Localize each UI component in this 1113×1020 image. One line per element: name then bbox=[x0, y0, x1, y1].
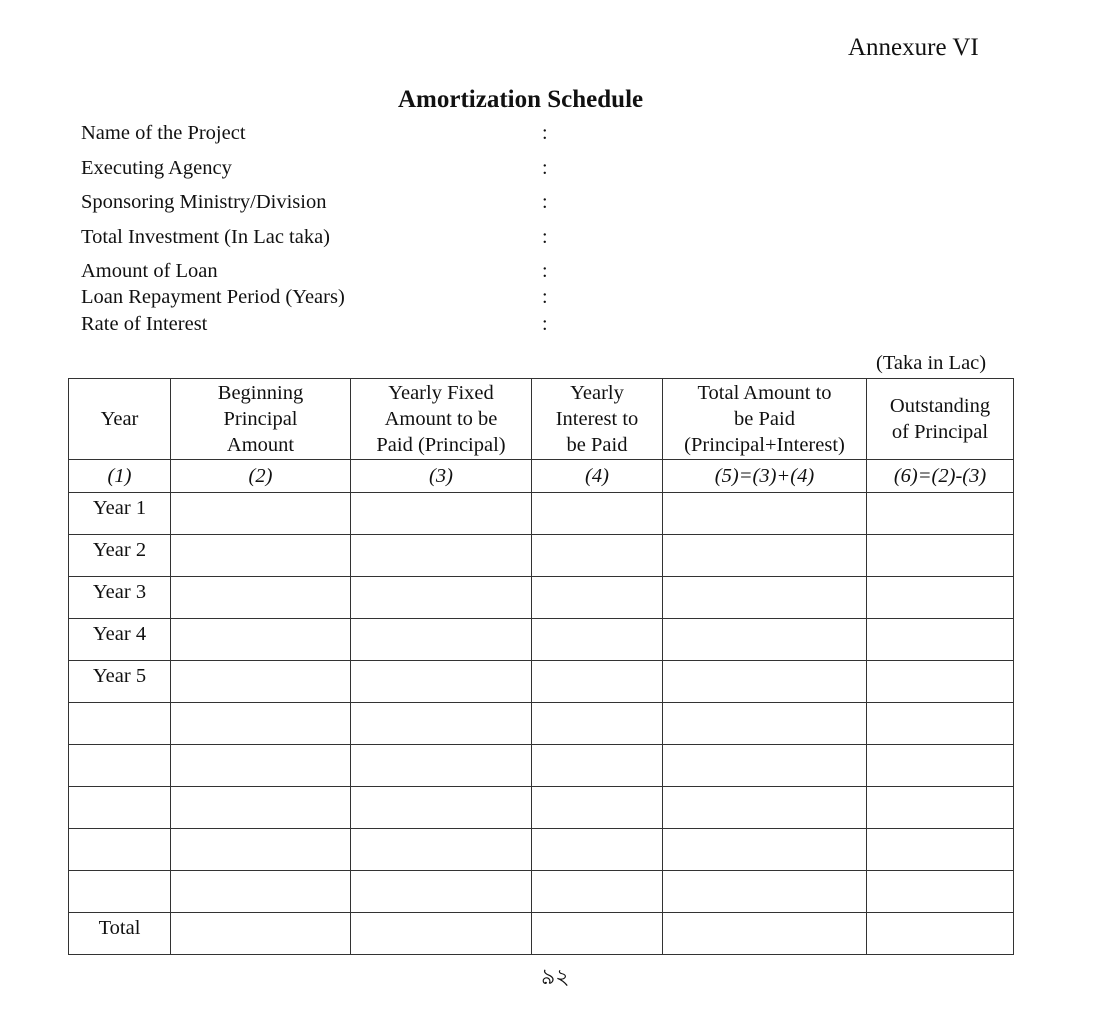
value-cell bbox=[351, 535, 532, 577]
value-cell bbox=[351, 619, 532, 661]
info-colon: : bbox=[542, 286, 548, 308]
value-cell bbox=[351, 829, 532, 871]
value-cell bbox=[532, 871, 663, 913]
value-cell bbox=[867, 745, 1014, 787]
info-colon: : bbox=[542, 122, 548, 144]
value-cell bbox=[867, 535, 1014, 577]
value-cell bbox=[351, 913, 532, 955]
info-colon: : bbox=[542, 191, 548, 213]
value-cell bbox=[351, 703, 532, 745]
unit-note: (Taka in Lac) bbox=[876, 352, 987, 374]
value-cell bbox=[663, 535, 867, 577]
table-row bbox=[69, 745, 1014, 787]
value-cell bbox=[663, 493, 867, 535]
header-line: Year bbox=[100, 408, 139, 430]
header-line: Amount to be bbox=[384, 408, 498, 430]
column-header-year bbox=[69, 379, 171, 460]
year-cell: Year 3 bbox=[69, 577, 171, 619]
header-line: of Principal bbox=[891, 421, 989, 443]
column-number: (1) bbox=[69, 460, 171, 493]
column-header-outstanding-principal bbox=[867, 379, 1014, 460]
total-label: Total bbox=[69, 913, 171, 955]
table-body bbox=[69, 493, 1014, 955]
value-cell bbox=[532, 661, 663, 703]
header-line: Yearly bbox=[570, 382, 624, 404]
table-row bbox=[69, 703, 1014, 745]
column-number: (6)=(2)-(3) bbox=[867, 460, 1014, 493]
header-line: Total Amount to bbox=[697, 382, 832, 404]
column-number: (4) bbox=[532, 460, 663, 493]
column-header-yearly-fixed-amount bbox=[351, 379, 532, 460]
header-line: be Paid bbox=[566, 434, 628, 456]
value-cell bbox=[867, 661, 1014, 703]
year-cell: Year 5 bbox=[69, 661, 171, 703]
header-line: Paid (Principal) bbox=[376, 434, 506, 456]
header-line: Yearly Fixed bbox=[388, 382, 494, 404]
info-colon: : bbox=[542, 260, 548, 282]
value-cell bbox=[867, 871, 1014, 913]
table-row bbox=[69, 787, 1014, 829]
value-cell bbox=[867, 913, 1014, 955]
table-row bbox=[69, 619, 1014, 661]
info-label-amount-of-loan: Amount of Loan bbox=[81, 260, 218, 282]
value-cell bbox=[171, 703, 351, 745]
header-line: Outstanding bbox=[889, 395, 991, 417]
value-cell bbox=[532, 577, 663, 619]
value-cell bbox=[351, 745, 532, 787]
info-label-rate-of-interest: Rate of Interest bbox=[81, 313, 208, 335]
column-number: (2) bbox=[171, 460, 351, 493]
column-header-yearly-interest bbox=[532, 379, 663, 460]
table-row bbox=[69, 493, 1014, 535]
page-number: ৯২ bbox=[541, 965, 570, 990]
info-label-repayment-period: Loan Repayment Period (Years) bbox=[81, 286, 345, 308]
page-title: Amortization Schedule bbox=[398, 86, 644, 113]
table-row bbox=[69, 577, 1014, 619]
value-cell bbox=[663, 661, 867, 703]
table-row bbox=[69, 535, 1014, 577]
value-cell bbox=[867, 703, 1014, 745]
column-number: (5)=(3)+(4) bbox=[663, 460, 867, 493]
header-line: Principal bbox=[223, 408, 298, 430]
value-cell bbox=[351, 871, 532, 913]
value-cell bbox=[171, 493, 351, 535]
table-row bbox=[69, 829, 1014, 871]
value-cell bbox=[663, 703, 867, 745]
value-cell bbox=[663, 829, 867, 871]
header-line: Beginning bbox=[217, 382, 304, 404]
year-cell bbox=[69, 745, 171, 787]
column-number: (3) bbox=[351, 460, 532, 493]
value-cell bbox=[171, 577, 351, 619]
table-row bbox=[69, 661, 1014, 703]
value-cell bbox=[663, 787, 867, 829]
annexure-label: Annexure VI bbox=[848, 34, 979, 61]
year-cell bbox=[69, 787, 171, 829]
value-cell bbox=[171, 535, 351, 577]
value-cell bbox=[351, 787, 532, 829]
info-colon: : bbox=[542, 313, 548, 335]
value-cell bbox=[171, 787, 351, 829]
value-cell bbox=[532, 493, 663, 535]
value-cell bbox=[663, 619, 867, 661]
value-cell bbox=[532, 703, 663, 745]
value-cell bbox=[663, 913, 867, 955]
info-colon: : bbox=[542, 226, 548, 248]
year-cell bbox=[69, 829, 171, 871]
total-row bbox=[69, 913, 1014, 955]
value-cell bbox=[171, 871, 351, 913]
value-cell bbox=[867, 493, 1014, 535]
table-row bbox=[69, 871, 1014, 913]
year-cell bbox=[69, 703, 171, 745]
value-cell bbox=[867, 829, 1014, 871]
value-cell bbox=[171, 619, 351, 661]
info-colon: : bbox=[542, 157, 548, 179]
column-header-total-amount bbox=[663, 379, 867, 460]
value-cell bbox=[867, 577, 1014, 619]
year-cell bbox=[69, 871, 171, 913]
value-cell bbox=[532, 829, 663, 871]
header-line: be Paid bbox=[734, 408, 795, 430]
value-cell bbox=[532, 535, 663, 577]
value-cell bbox=[351, 577, 532, 619]
header-line: (Principal+Interest) bbox=[684, 434, 845, 456]
year-cell: Year 4 bbox=[69, 619, 171, 661]
info-label-total-investment: Total Investment (In Lac taka) bbox=[81, 226, 331, 248]
table-header-row bbox=[69, 379, 1014, 460]
value-cell bbox=[867, 787, 1014, 829]
value-cell bbox=[663, 745, 867, 787]
value-cell bbox=[532, 913, 663, 955]
info-label-project-name: Name of the Project bbox=[81, 122, 246, 144]
year-cell: Year 1 bbox=[69, 493, 171, 535]
value-cell bbox=[171, 913, 351, 955]
value-cell bbox=[171, 661, 351, 703]
value-cell bbox=[351, 661, 532, 703]
header-line: Amount bbox=[226, 434, 295, 456]
column-number-row bbox=[69, 460, 1014, 493]
value-cell bbox=[663, 871, 867, 913]
value-cell bbox=[532, 619, 663, 661]
info-label-sponsoring-ministry: Sponsoring Ministry/Division bbox=[81, 191, 327, 213]
value-cell bbox=[171, 745, 351, 787]
year-cell: Year 2 bbox=[69, 535, 171, 577]
value-cell bbox=[663, 577, 867, 619]
value-cell bbox=[351, 493, 532, 535]
value-cell bbox=[532, 745, 663, 787]
value-cell bbox=[867, 619, 1014, 661]
value-cell bbox=[532, 787, 663, 829]
amortization-table bbox=[68, 378, 1014, 955]
value-cell bbox=[171, 829, 351, 871]
info-label-executing-agency: Executing Agency bbox=[81, 157, 232, 179]
header-line: Interest to bbox=[555, 408, 639, 430]
column-header-beginning-principal bbox=[171, 379, 351, 460]
